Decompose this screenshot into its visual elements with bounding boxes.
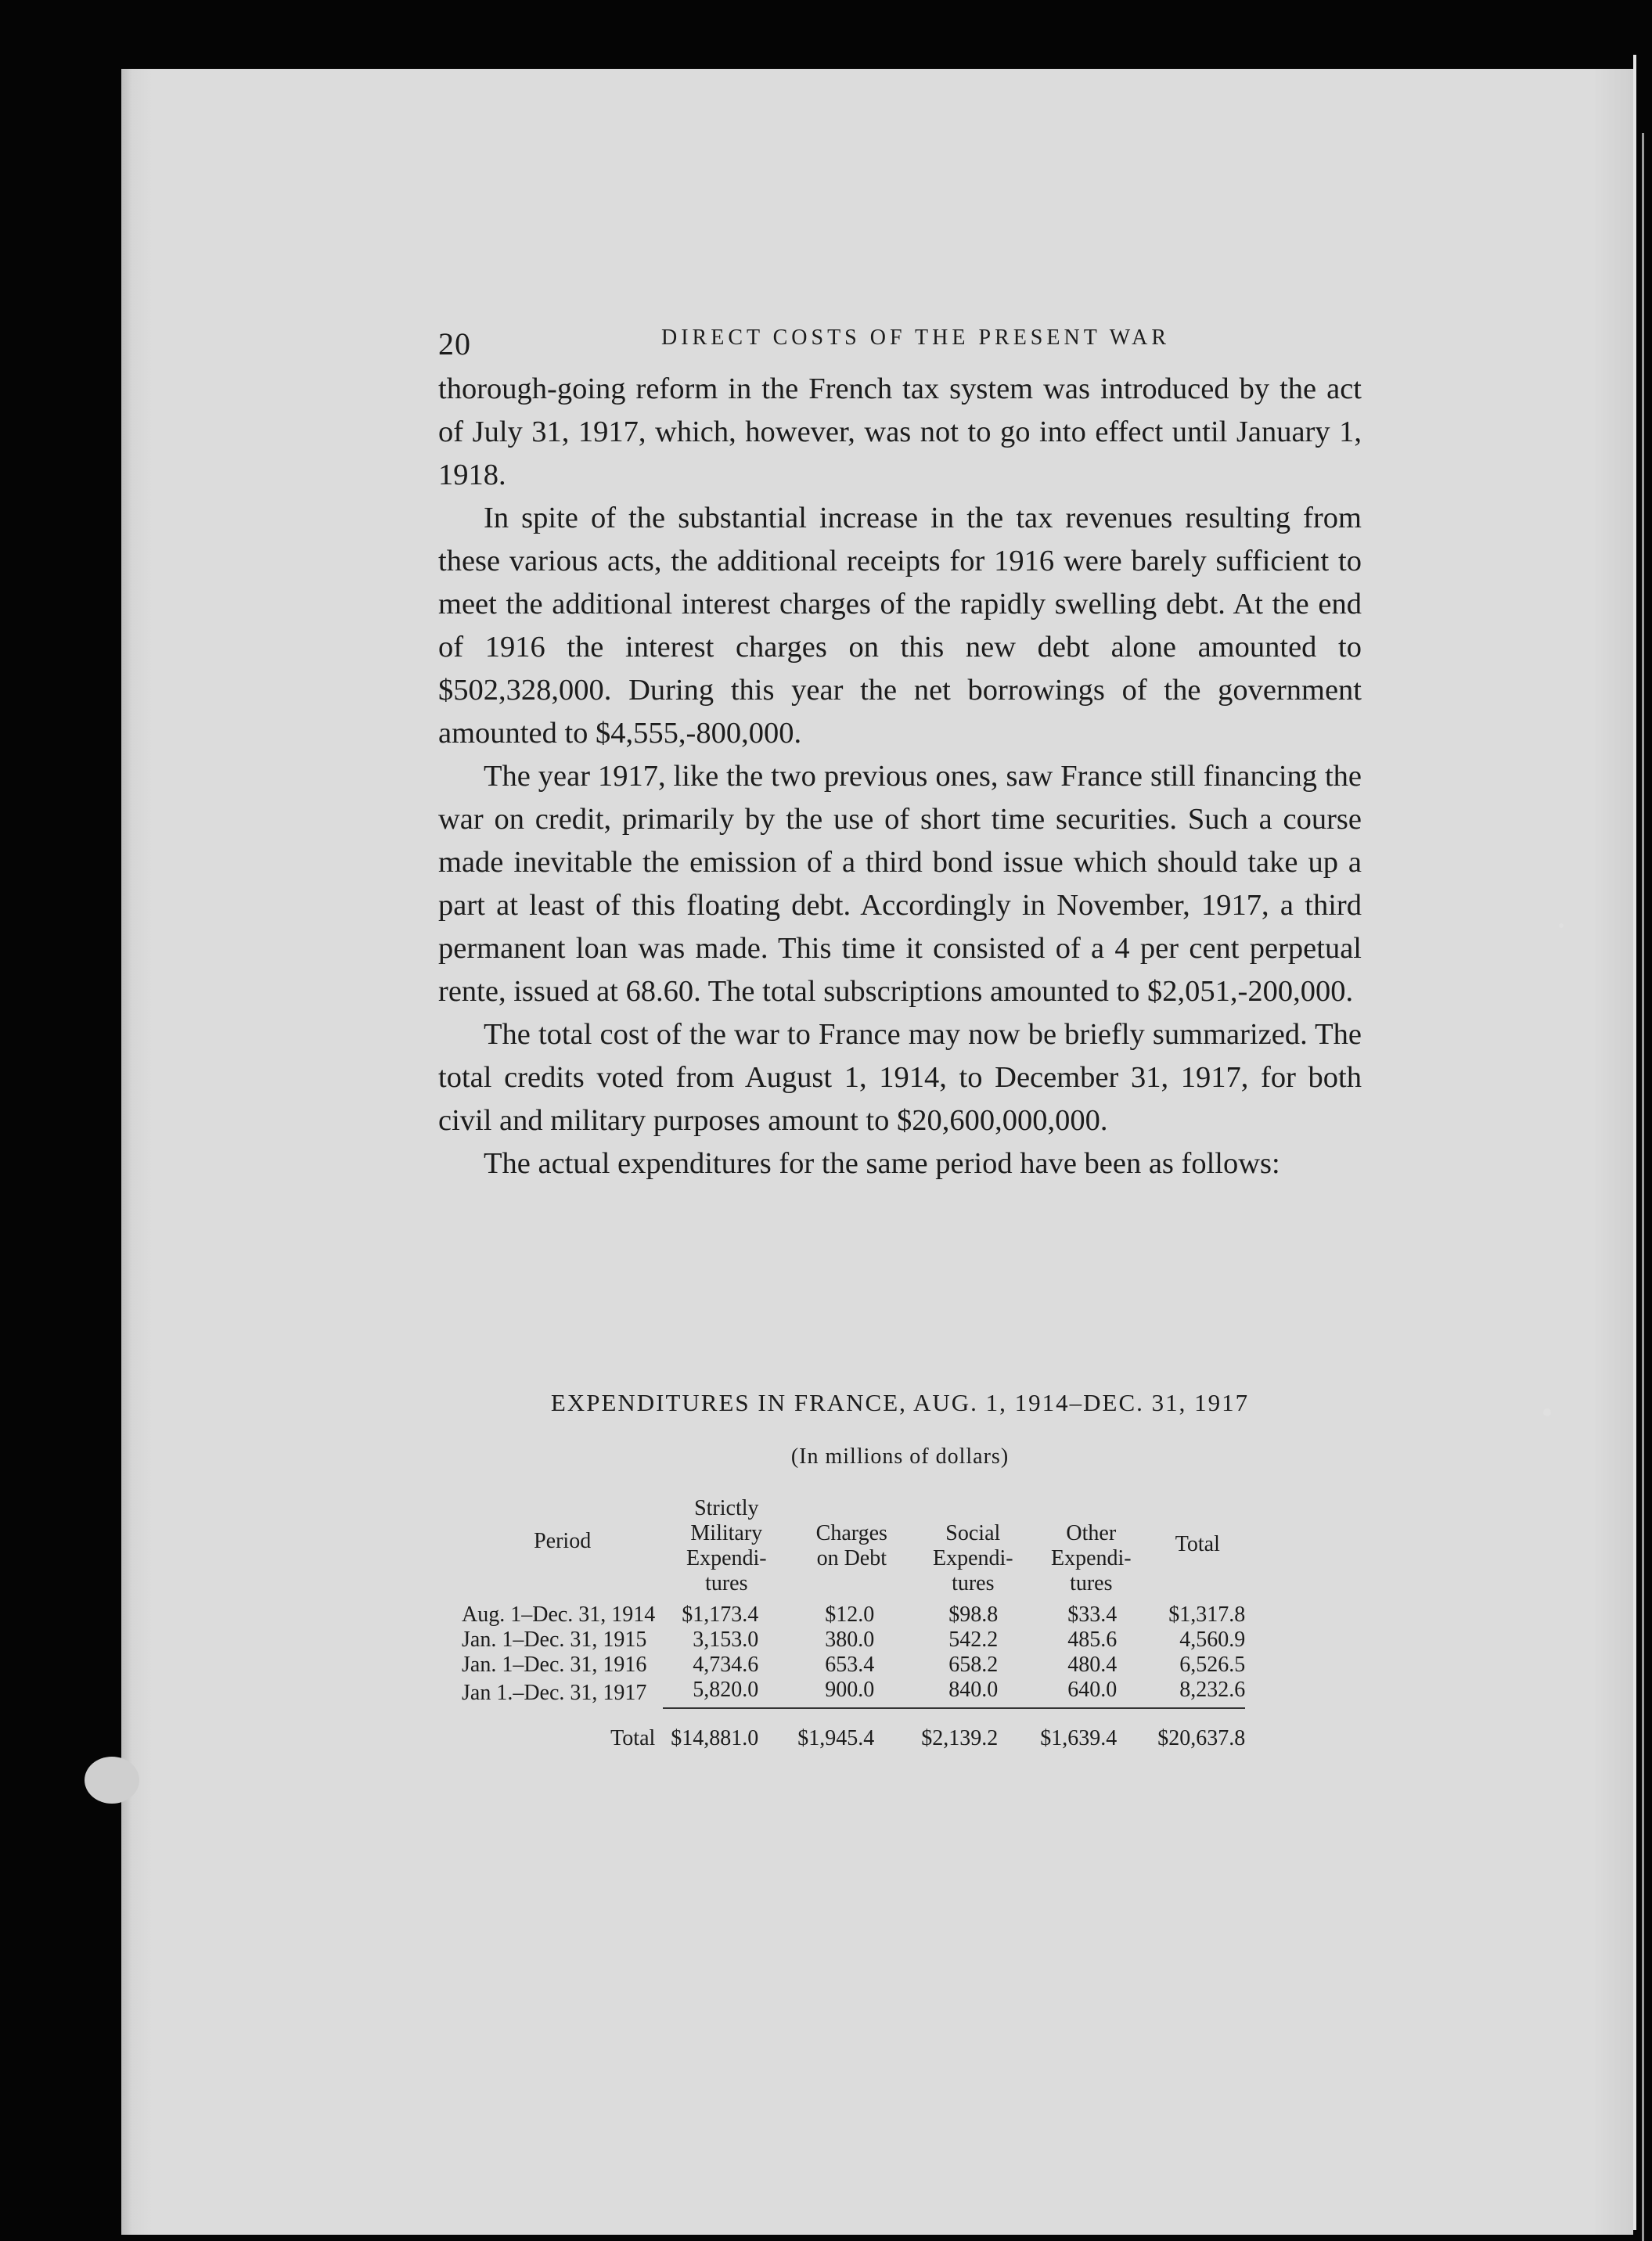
military-cell: 4,734.6 — [693, 1653, 759, 1677]
social-cell: 840.0 — [913, 1678, 1032, 1708]
other-cell: 480.4 — [1067, 1653, 1118, 1677]
total-cell: 8,232.6 — [1150, 1678, 1245, 1708]
expenditure-table-container — [462, 1496, 1393, 1751]
total-cell: 4,560.9 — [1179, 1628, 1246, 1652]
page-edge-shadow — [1642, 133, 1644, 2241]
social-cell: 542.2 — [948, 1628, 999, 1652]
total-cell: 6,526.5 — [1179, 1653, 1246, 1677]
page-edge — [1633, 55, 1636, 2230]
period-cell: Jan 1.–Dec. 31, 1917 — [462, 1680, 647, 1705]
column-header-debt: Charges on Debt — [815, 1521, 887, 1570]
paragraph: The actual expenditures for the same period have been as follows: — [484, 1147, 1280, 1180]
military-cell: 3,153.0 — [693, 1628, 759, 1652]
paragraph: In spite of the substantial increase in the tax revenues resulting from these various acts, the additional receipts for 1916 were barely sufficient to meet the additional interest charges of the rapidly swelling debt. At the end of 1916 the interest charges on this new debt alone amounted to $502,328,000. During this year the net borrowings of the government amounted to $4,555,-800,000. — [438, 502, 1362, 750]
table-header-row — [462, 1496, 1245, 1603]
table-row — [462, 1678, 1245, 1708]
paragraph: The total cost of the war to France may now be briefly summarized. The total credits voted from August 1, 1914, to December 31, 1917, for both civil and military purposes amount to $20,600,000,000. — [438, 1018, 1362, 1137]
social-cell: $98.8 — [948, 1603, 999, 1627]
military-cell: 5,820.0 — [663, 1678, 790, 1708]
running-title: DIRECT COSTS OF THE PRESENT WAR — [661, 326, 1171, 350]
debt-cell: 653.4 — [825, 1653, 875, 1677]
table-subtitle: (In millions of dollars) — [790, 1444, 1010, 1469]
debt-cell: $12.0 — [825, 1603, 875, 1627]
table-row — [462, 1653, 1245, 1678]
scan-speck — [1559, 923, 1564, 928]
scan-speck — [1543, 1408, 1551, 1416]
scan-speck — [85, 1757, 139, 1804]
column-header-other: Other Expendi- tures — [1050, 1521, 1132, 1595]
military-total: $14,881.0 — [671, 1726, 759, 1750]
table-spacer — [462, 1708, 1245, 1726]
page-number: 20 — [438, 326, 471, 362]
body-text — [438, 368, 1362, 1185]
other-cell: 485.6 — [1067, 1628, 1118, 1652]
total-cell: $1,317.8 — [1168, 1603, 1246, 1627]
debt-total: $1,945.4 — [797, 1726, 875, 1750]
grand-total: $20,637.8 — [1157, 1726, 1246, 1750]
other-cell: 640.0 — [1032, 1678, 1150, 1708]
column-header-social: Social Expendi- tures — [932, 1521, 1013, 1595]
table-title: EXPENDITURES IN FRANCE, AUG. 1, 1914–DEC. 31, 1917 — [550, 1389, 1250, 1416]
other-total: $1,639.4 — [1040, 1726, 1118, 1750]
column-header-total: Total — [1175, 1532, 1220, 1556]
totals-row — [462, 1726, 1245, 1751]
social-cell: 658.2 — [948, 1653, 999, 1677]
debt-cell: 900.0 — [790, 1678, 913, 1708]
debt-cell: 380.0 — [825, 1628, 875, 1652]
paragraph: The year 1917, like the two previous ones, saw France still financing the war on credit, primarily by the use of short time securities. Such a course made inevitable the emission of a third bond issue which should take up a part at least of this floating debt. Accordingly in November, 1917, a third permanent loan was made. This time it consisted of a 4 per cent perpetual rente, issued at 68.60. The total subscriptions amounted to $2,051,-200,000. — [438, 760, 1362, 1008]
column-header-military: Strictly Military Expendi- tures — [686, 1496, 767, 1595]
table-row — [462, 1628, 1245, 1653]
period-cell: Aug. 1–Dec. 31, 1914 — [462, 1603, 656, 1627]
period-cell: Jan. 1–Dec. 31, 1915 — [462, 1628, 647, 1652]
table-row — [462, 1603, 1245, 1628]
paragraph: thorough-going reform in the French tax system was introduced by the act of July 31, 1917, which, however, was not to go into effect until January 1, 1918. — [438, 372, 1362, 491]
running-head — [438, 321, 1362, 365]
military-cell: $1,173.4 — [682, 1603, 759, 1627]
totals-label: Total — [610, 1726, 656, 1750]
social-total: $2,139.2 — [921, 1726, 999, 1750]
other-cell: $33.4 — [1067, 1603, 1118, 1627]
expenditure-table — [462, 1496, 1245, 1751]
period-cell: Jan. 1–Dec. 31, 1916 — [462, 1653, 647, 1677]
column-header-period: Period — [534, 1529, 592, 1553]
